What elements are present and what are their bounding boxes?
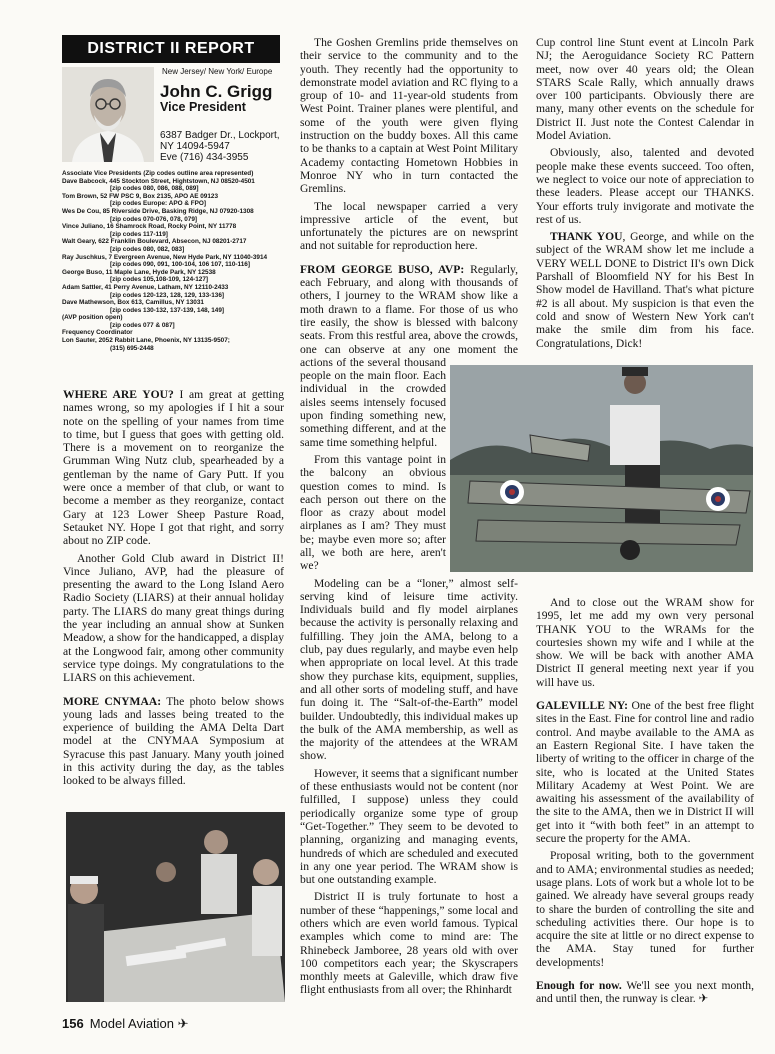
avp-list bbox=[62, 170, 282, 352]
paragraph-text: We'll see you next month, and until then, the runway is clear. ✈ bbox=[536, 979, 754, 1006]
avp-line: [zip codes 080, 086, 088, 089] bbox=[110, 185, 199, 193]
avp-line: Tom Brown, 52 FW PSC 9, Box 2135, APO AE 09123 bbox=[62, 192, 219, 200]
avp-line: Dave Mathewson, Box 613, Camillus, NY 13031 bbox=[62, 299, 204, 307]
vp-address bbox=[160, 130, 280, 163]
vp-name: John C. Grigg bbox=[160, 82, 273, 101]
avp-line: George Buso, 11 Maple Lane, Hyde Park, NY 12538 bbox=[62, 268, 216, 276]
avp-line: Lon Sauter, 2052 Rabbit Lane, Phoenix, NY 13135-9507; bbox=[62, 337, 230, 345]
paragraph-text: Proposal writing, both to the government and to AMA; environmental studies as needed; usage plans. Lots of work but a whole lot to be gained. We already have several groups ready to share the burden of controlling the site and scheduling activities there. Our hope is to acquire the site at little or no direct expense to the AMA. Stay tuned for further developments! bbox=[536, 849, 754, 969]
address-line: 6387 Badger Dr., Lockport, bbox=[160, 130, 280, 141]
portrait-photo bbox=[62, 67, 154, 162]
address-line: NY 14094-5947 bbox=[160, 141, 230, 152]
paragraph-lead: WHERE ARE YOU? bbox=[63, 388, 174, 401]
paragraph-text: However, it seems that a significant number of these enthusiasts would not be content (nor fulfilled, I suppose) unless they could periodically organize some type of group “Get-Together.” They seem to be devoted to planning, organizing and managing events, hundreds of which are scheduled and executed in any one year period. The WRAM show is but one outstanding example. bbox=[300, 766, 518, 887]
delta-dart-photo bbox=[66, 812, 285, 1002]
vp-title: Vice President bbox=[160, 100, 246, 114]
paragraph bbox=[536, 146, 754, 226]
paragraph-text: Another Gold Club award in District II! Vince Juliano, AVP, had the pleasure of presenting the award to the Long Island Aero Radio Society (LIARS) at their annual holiday party. The LIARS do many great things during the year including an annual show at Sunken Meadow, a show for the handicapped, a display at the Longwood fair, among other community service type doings. My congratulations to the LIARS on this achievement. bbox=[63, 551, 284, 685]
paragraph bbox=[300, 767, 518, 887]
paragraph-text: The photo below shows young lads and lasses being treated to the experience of building the AMA Delta Dart model at the CNYMAA Symposium at Syracuse this past January. Many youth joined in this activity during the day, as the tables looked to be always filled. bbox=[63, 694, 284, 788]
paragraph-text: The Goshen Gremlins pride themselves on their service to the community and to the youth. They recently had the opportunity to demonstrate model aviation and RC flying to a group of 10- and 11-year-old students from West Point. Trainer planes were plentiful, and some of the youth were given flying instruction on the buddy boxes. All this came to be thanks to a captain at West Point Military Academy contacting Hometown Hobbies in Monroe NY who in turn contacted the Gremlins. bbox=[300, 36, 518, 196]
paragraph bbox=[300, 890, 518, 996]
avp-line: Frequency Coordinator bbox=[62, 329, 133, 337]
paragraph bbox=[536, 979, 754, 1006]
paragraph bbox=[300, 36, 518, 196]
avp-line: [zip codes 077 & 087] bbox=[110, 321, 175, 329]
paragraph-lead: MORE CNYMAA: bbox=[63, 694, 162, 708]
magazine-name: Model Aviation ✈ bbox=[89, 1016, 189, 1031]
paragraph-text: , George, and while on the subject of the WRAM show let me include a VERY WELL DONE to District II's own Dick Parshall of Bloomfield NY for his Best In Show model de Havilland. That's what picture #2 is all about. My suspicion is that even the cold and snow of Western New York can't make the smile dim from his face. Congratulations, Dick! bbox=[536, 230, 754, 350]
address-line: Eve (716) 434-3955 bbox=[160, 152, 249, 163]
avp-line: Dave Babcock, 445 Stockton Street, Hightstown, NJ 08520-4501 bbox=[62, 177, 255, 185]
paragraph-text: I am great at getting names wrong, so my apologies if I hit a sour note on the spelling of your names from time to time, but I guess that goes with getting old. There is a movement on to reorganize the Grumman Wing Nutz club, spearheaded by a gentleman by the name of Gary Putt. If you were once a member of that club, or want to become a member as they reorganize, contact Gary at 123 Lower Sheep Pasture Road, Setauket NY. Hope I got that right, and sorry about no ZIP code. bbox=[63, 388, 284, 548]
avp-line: Associate Vice Presidents (Zip codes outline area represented) bbox=[62, 170, 254, 177]
paragraph-text: From this vantage point in the balcony an obvious question comes to mind. Is each person out there on the floor as crazy about model airplanes as I am? They must be; maybe even more so; after all, we both are here, aren't we? bbox=[300, 452, 446, 573]
page-number: 156 bbox=[62, 1016, 84, 1031]
biplane-photo bbox=[450, 365, 753, 572]
paragraph-lead: FROM GEORGE BUSO, AVP: bbox=[300, 262, 465, 276]
paragraph bbox=[300, 577, 518, 763]
avp-line: [zip codes 120-123, 128, 129, 133-136] bbox=[110, 291, 225, 299]
paragraph bbox=[536, 849, 754, 969]
avp-line: Vince Juliano, 16 Shamrock Road, Rocky Point, NY 11778 bbox=[62, 223, 237, 231]
column-1 bbox=[63, 388, 284, 792]
paragraph bbox=[536, 36, 754, 142]
avp-line: [zip codes 090, 091, 100-104, 106 107, 110-116] bbox=[110, 261, 250, 269]
avp-line: (AVP position open) bbox=[62, 314, 123, 322]
avp-line: [zip codes 080, 082, 083] bbox=[110, 245, 185, 253]
column-3 bbox=[536, 36, 754, 354]
avp-line: [zip codes 105,108-109, 124-127] bbox=[110, 276, 209, 284]
paragraph bbox=[63, 388, 284, 548]
paragraph-lead: GALEVILLE NY: bbox=[536, 699, 628, 713]
avp-line: Ray Juschkus, 7 Evergreen Avenue, New Hyde Park, NY 11040-3914 bbox=[62, 253, 268, 261]
avp-line: (315) 695-2448 bbox=[110, 344, 154, 352]
paragraph-text: District II is truly fortunate to host a number of these “happenings,” some local and others which are even world famous. Typical examples which come to mind are: The Rhinebeck Jamboree, 28 years old with over 100 competitors each year; the Skyscrapers monthly meets at Galeville, which draw five flight enthusiasts from all over; the Rhinhardt bbox=[300, 890, 518, 997]
avp-line: [zip codes Europe: APO & FPO] bbox=[110, 200, 206, 208]
avp-line: [zip codes 117-119] bbox=[110, 230, 168, 238]
paragraph-text: Obviously, also, talented and devoted people make these events succeed. Too often, we neglect to voice our note of appreciation to these leaders. Please accept our THANKS. Your efforts truly invigorate and motivate the rest of us. bbox=[536, 146, 754, 226]
paragraph bbox=[300, 200, 518, 253]
paragraph bbox=[536, 596, 754, 689]
paragraph-text: Cup control line Stunt event at Lincoln Park NJ; the Aeroguidance Society RC Pattern meet, now over 40 years old; the Olean STARS Scale Rally, which annually draws over 100 participants. Obviously there are many, many other events on the schedule for District II. Just note the Contest Calendar in Model Aviation. bbox=[536, 36, 754, 143]
avp-line: Wes De Cou, 85 Riverside Drive, Basking Ridge, NJ 07920-1308 bbox=[62, 207, 254, 215]
column-header: DISTRICT II REPORT bbox=[62, 35, 280, 63]
paragraph-text: And to close out the WRAM show for 1995, let me add my own very personal THANK YOU to the WRAMs for the courtesies shown my wife and I while at the show. We will be back with another AMA District II general meeting next year if you will have us. bbox=[536, 596, 754, 689]
paragraph bbox=[63, 552, 284, 685]
paragraph-text: The local newspaper carried a very impressive article of the event, but unfortunately the pictures are on newsprint and not suitable for reproduction here. bbox=[300, 199, 518, 253]
region-label: New Jersey/ New York/ Europe bbox=[162, 67, 273, 76]
avp-line: [zip codes 130-132, 137-139, 148, 149] bbox=[110, 306, 225, 314]
column-3-continued bbox=[536, 596, 754, 1010]
avp-line: Walt Geary, 622 Franklin Boulevard, Absecon, NJ 08201-2717 bbox=[62, 238, 247, 246]
avp-line: [zip codes 070-076, 078, 079] bbox=[110, 215, 198, 223]
avp-line: Adam Sattler, 41 Perry Avenue, Latham, NY 12110-2433 bbox=[62, 283, 229, 291]
paragraph-text: Modeling can be a “loner,” almost self-serving kind of leisure time activity. Individuals build and fly model airplanes because the activity is personally relaxing and fulfilling. They join the AMA, belong to a club, pay dues regularly, and maybe even help when appropriate on local level. At this trade show they purchase kits, equipment, supplies, and all other sorts of modeling stuff, and have fun doing it. The “Salt-of-the-Earth” model builder. Undoubtedly, this individual makes up the bulk of the AMA membership, as well as the majority of the attendees at the WRAM show. bbox=[300, 576, 518, 763]
paragraph bbox=[536, 699, 754, 845]
page-footer bbox=[62, 1016, 189, 1032]
paragraph-lead: Enough for now. bbox=[536, 979, 622, 993]
paragraph-lead: THANK YOU bbox=[550, 230, 623, 244]
paragraph-text: One of the best free flight sites in the East. Fine for control line and radio control. And maybe available to the AMA as an Eastern Regional Site. I have taken the liberty of writing to the officer in charge of the site, who is located at the United States Military Academy at West Point. We are awaiting his assessment of the availability of the site to the AMA, then we in District II will get into it “with both feet” in an attempt to secure the property for the AMA. bbox=[536, 699, 754, 846]
paragraph bbox=[63, 695, 284, 788]
paragraph bbox=[536, 230, 754, 350]
paragraph-text: Regularly, each February, and along with thousands of others, I journey to the WRAM show like a moth drawn to a flame. For those of us who tire easily, the show is blessed with balcony seats. From this restful area, above the crowds, one can observe at any one moment the actions of the several thousand people on the main floor. Each individual in the crowded aisles seems intensely focused upon finding something new, something different, and at the same time something helpful. bbox=[300, 262, 519, 449]
